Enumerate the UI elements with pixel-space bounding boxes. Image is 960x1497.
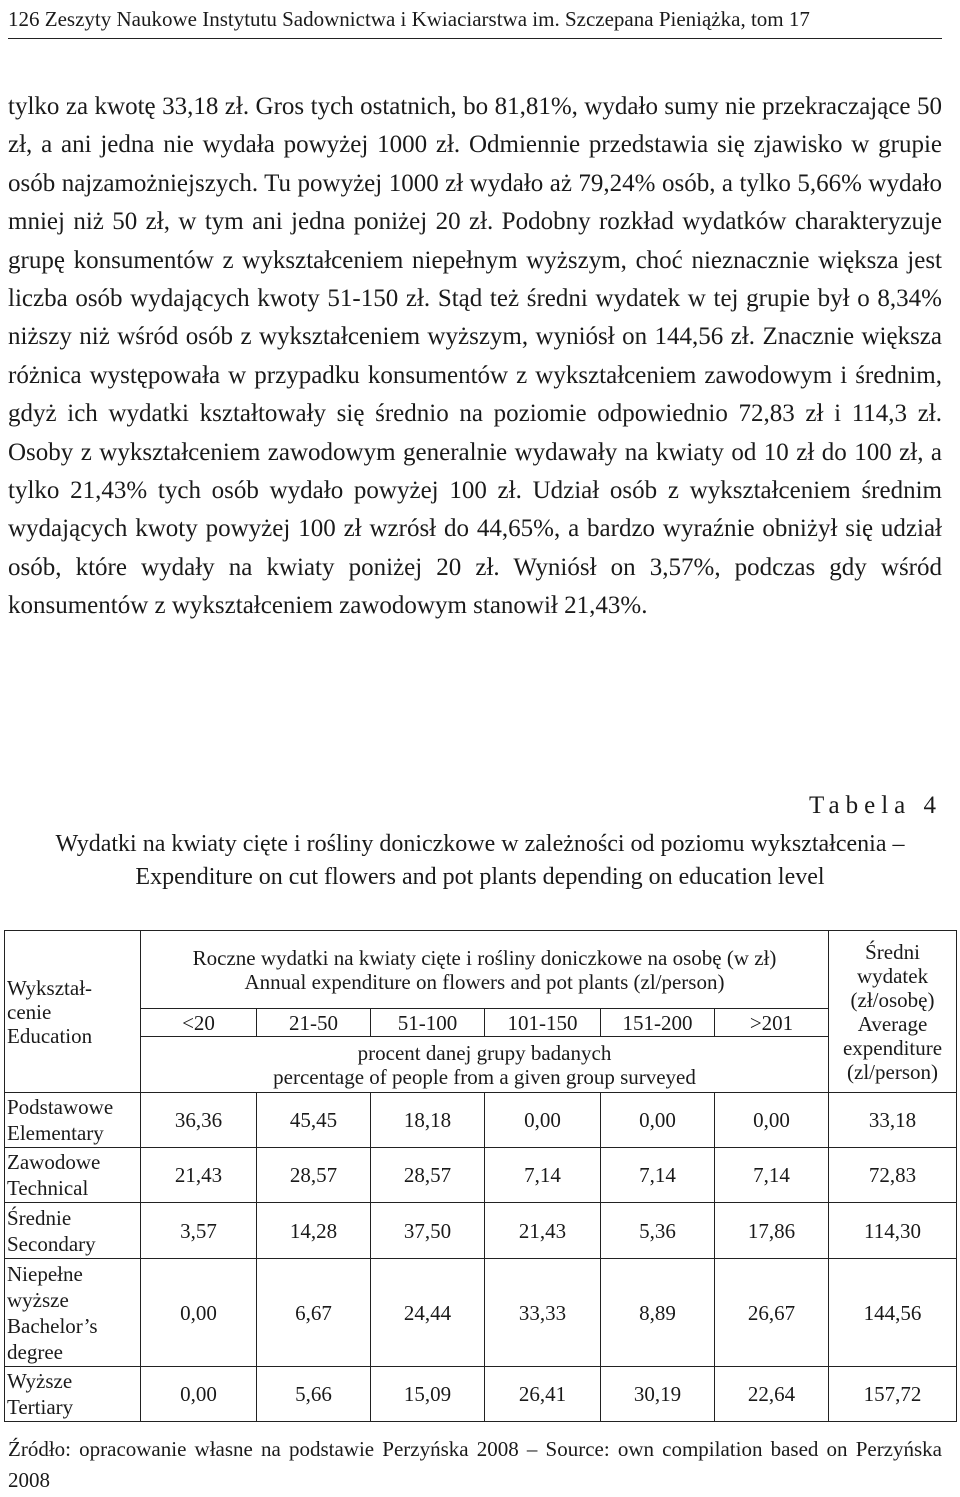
col-lead-pl: Wykształ- cenie: [7, 975, 93, 1024]
table-cell: 30,19: [601, 1367, 715, 1422]
table-cell: 21,43: [485, 1203, 601, 1259]
table-source: Źródło: opracowanie własne na podstawie Perzyńska 2008 – Source: own compilation based on Perzyńska 2008: [8, 1437, 942, 1492]
table-row: [5, 1367, 957, 1422]
percent-header-en: percentage of people from a given group surveyed: [273, 1064, 696, 1089]
running-header: [8, 4, 942, 39]
mean-cell: 114,30: [829, 1203, 957, 1259]
table-row: [5, 1203, 957, 1259]
table-cell: 15,09: [371, 1367, 485, 1422]
row-label: Zawodowe Technical: [5, 1148, 141, 1203]
table-cell: 5,66: [257, 1367, 371, 1422]
percent-header-pl: procent danej grupy badanych: [357, 1040, 612, 1065]
table-cell: 28,57: [371, 1148, 485, 1203]
table-cell: 0,00: [715, 1093, 829, 1148]
table-cell: 14,28: [257, 1203, 371, 1259]
group-header-pl: Roczne wydatki na kwiaty cięte i rośliny doniczkowe na osobę (w zł): [192, 945, 777, 970]
mean-header: [829, 931, 957, 1093]
table-cell: 33,33: [485, 1259, 601, 1367]
bin-header: 21-50: [257, 1009, 371, 1037]
row-label: Niepełne wyższe Bachelor’s degree: [5, 1259, 141, 1367]
row-label: Wyższe Tertiary: [5, 1367, 141, 1422]
col-lead-en: Education: [7, 1023, 93, 1048]
table-cell: 17,86: [715, 1203, 829, 1259]
mean-header-en: Average expenditure (zl/person): [842, 1011, 943, 1084]
row-label: Średnie Secondary: [5, 1203, 141, 1259]
mean-cell: 72,83: [829, 1148, 957, 1203]
table-cell: 0,00: [601, 1093, 715, 1148]
table-cell: 8,89: [601, 1259, 715, 1367]
group-header-en: Annual expenditure on flowers and pot plants (zl/person): [244, 969, 725, 994]
table-row: [5, 1259, 957, 1367]
table-cell: 22,64: [715, 1367, 829, 1422]
bin-header: 101-150: [485, 1009, 601, 1037]
expenditure-table: [4, 930, 957, 1422]
bins-row: [5, 1009, 957, 1037]
table-cell: 28,57: [257, 1148, 371, 1203]
table-cell: 7,14: [485, 1148, 601, 1203]
mean-header-pl: Średni wydatek (zł/osobę): [850, 939, 935, 1012]
mean-cell: 157,72: [829, 1367, 957, 1422]
bin-header: 51-100: [371, 1009, 485, 1037]
table-cell: 45,45: [257, 1093, 371, 1148]
table-cell: 24,44: [371, 1259, 485, 1367]
mean-cell: 144,56: [829, 1259, 957, 1367]
table-cell: 37,50: [371, 1203, 485, 1259]
table-caption: Wydatki na kwiaty cięte i rośliny doniczkowe w zależności od poziomu wykształcenia – Expenditure on cut flowers and pot plants depending on education level: [55, 831, 905, 890]
header-text: 126 Zeszyty Naukowe Instytutu Sadownictwa i Kwiaciarstwa im. Szczepana Pieniążka, tom 17: [8, 7, 810, 31]
table-cell: 6,67: [257, 1259, 371, 1367]
table-cell: 5,36: [601, 1203, 715, 1259]
table-cell: 7,14: [715, 1148, 829, 1203]
table-row: [5, 1148, 957, 1203]
table-cell: 0,00: [485, 1093, 601, 1148]
table-cell: 3,57: [141, 1203, 257, 1259]
group-header: [141, 931, 829, 1009]
table-cell: 26,41: [485, 1367, 601, 1422]
bin-header: >201: [715, 1009, 829, 1037]
table-cell: 21,43: [141, 1148, 257, 1203]
bin-header: 151-200: [601, 1009, 715, 1037]
mean-cell: 33,18: [829, 1093, 957, 1148]
table-row: [5, 1093, 957, 1148]
percent-header: [141, 1037, 829, 1093]
table-label: Tabela 4: [808, 792, 942, 819]
bin-header: <20: [141, 1009, 257, 1037]
col-lead-header: [5, 931, 141, 1093]
table-cell: 0,00: [141, 1259, 257, 1367]
table-cell: 7,14: [601, 1148, 715, 1203]
table-cell: 26,67: [715, 1259, 829, 1367]
row-label: Podstawowe Elementary: [5, 1093, 141, 1148]
body-paragraph: tylko za kwotę 33,18 zł. Gros tych ostatnich, bo 81,81%, wydało sumy nie przekraczające 50 zł, a ani jedna nie wydała powyżej 1000 zł. Odmiennie przedstawia się zjawisko w grupie osób najzamożniejszych. Tu powyżej 1000 zł wydało aż 79,24% osób, a tylko 5,66% wydało mniej niż 50 zł, w tym ani jedna poniżej 20 zł. Podobny rozkład wydatków charakteryzuje grupę konsumentów z wykształceniem niepełnym wyższym, choć nieznacznie większa jest liczba osób wydających kwoty 51-150 zł. Stąd też średni wydatek w tej grupie był o 8,34% niższy niż wśród osób z wykształceniem wyższym, wyniósł on 144,56 zł. Znacznie większa różnica występowała w przypadku konsumentów z wykształceniem zawodowym i średnim, gdyż ich wydatki kształtowały się średnio na poziomie odpowiednio 72,83 zł i 114,3 zł. Osoby z wykształceniem zawodowym generalnie wydawały na kwiaty od 10 zł do 100 zł, a tylko 21,43% tych osób wydało powyżej 100 zł. Udział osób z wykształceniem średnim wydających kwoty powyżej 100 zł wzrósł do 44,65%, a bardzo wyraźnie obniżył się udział osób, które wydały na kwiaty poniżej 20 zł. Wyniósł on 3,57%, podczas gdy wśród konsumentów z wykształceniem zawodowym stanowił 21,43%.: [8, 93, 942, 620]
table-cell: 0,00: [141, 1367, 257, 1422]
table-cell: 36,36: [141, 1093, 257, 1148]
table-cell: 18,18: [371, 1093, 485, 1148]
